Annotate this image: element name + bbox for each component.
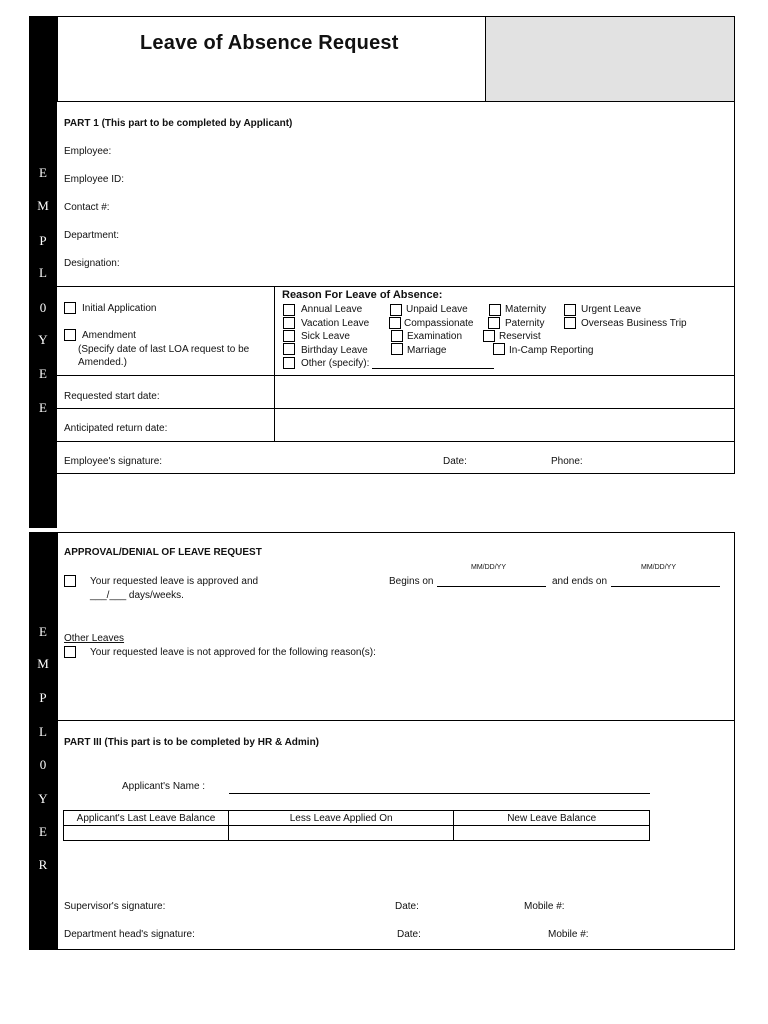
divider [57, 286, 735, 287]
designation-field-label: Designation: [64, 258, 120, 269]
side-letter: M [37, 656, 49, 671]
unpaid-leave-label: Unpaid Leave [406, 304, 468, 315]
employee-id-field-label: Employee ID: [64, 174, 125, 185]
side-letter: P [39, 690, 47, 705]
annual-leave-checkbox[interactable] [283, 304, 295, 316]
vacation-leave-checkbox[interactable] [283, 317, 295, 329]
annual-leave-label: Annual Leave [301, 304, 363, 315]
side-letter: M [37, 198, 49, 213]
dept-head-mobile-label: Mobile #: [548, 929, 589, 940]
employer-side-bar [29, 532, 57, 950]
initial-application-checkbox[interactable] [64, 302, 76, 314]
not-approved-label: Your requested leave is not approved for the following reason(s): [90, 647, 376, 658]
header-divider [485, 16, 486, 102]
start-date-field[interactable] [276, 377, 732, 407]
side-letter: P [39, 233, 47, 248]
urgent-leave-checkbox[interactable] [564, 304, 576, 316]
maternity-label: Maternity [505, 304, 547, 315]
reservist-label: Reservist [499, 331, 541, 342]
other-leave-label: Other (specify): [301, 358, 370, 369]
initial-application-label: Initial Application [82, 303, 157, 314]
not-approved-checkbox[interactable] [64, 646, 76, 658]
applicant-name-label: Applicant's Name : [122, 781, 206, 792]
start-date-label: Requested start date: [64, 391, 160, 402]
examination-checkbox[interactable] [391, 330, 403, 342]
maternity-checkbox[interactable] [489, 304, 501, 316]
side-letter: E [39, 624, 47, 639]
employee-signature-label: Employee's signature: [64, 456, 163, 467]
divider [57, 720, 735, 721]
side-letter: Y [38, 332, 48, 347]
approved-days-label: ___/___ days/weeks. [90, 590, 184, 601]
urgent-leave-label: Urgent Leave [581, 304, 642, 315]
other-specify-line[interactable] [372, 368, 494, 369]
ends-date-format: MM/DD/YY [641, 564, 676, 571]
marriage-checkbox[interactable] [391, 343, 403, 355]
birthday-leave-label: Birthday Leave [301, 345, 368, 356]
approved-checkbox[interactable] [64, 575, 76, 587]
side-letter: 0 [39, 300, 47, 315]
begins-date-format: MM/DD/YY [471, 564, 506, 571]
overseas-business-trip-checkbox[interactable] [564, 317, 576, 329]
leave-balance-table [63, 810, 650, 841]
side-letter: E [39, 366, 47, 381]
amendment-checkbox[interactable] [64, 329, 76, 341]
vacation-leave-label: Vacation Leave [301, 318, 370, 329]
last-leave-balance-header: Applicant's Last Leave Balance [64, 811, 229, 826]
header-gray-box [486, 17, 734, 101]
amendment-note: (Specify date of last LOA request to be [78, 344, 250, 355]
begins-on-label: Begins on [389, 576, 434, 587]
supervisor-signature-label: Supervisor's signature: [64, 901, 166, 912]
side-letter: E [39, 824, 47, 839]
sick-leave-checkbox[interactable] [283, 330, 295, 342]
employee-field-label: Employee: [64, 146, 112, 157]
dept-head-date-label: Date: [397, 929, 421, 940]
sick-leave-label: Sick Leave [301, 331, 350, 342]
department-field-label: Department: [64, 230, 120, 241]
side-letter: Y [38, 791, 48, 806]
divider [57, 441, 735, 442]
in-camp-reporting-label: In-Camp Reporting [509, 345, 594, 356]
applicant-name-line[interactable] [229, 793, 650, 794]
ends-on-label: and ends on [552, 576, 608, 587]
table-header-row [64, 811, 650, 826]
begins-on-line[interactable] [437, 586, 546, 587]
unpaid-leave-checkbox[interactable] [390, 304, 402, 316]
side-letter: L [39, 724, 47, 739]
amendment-label: Amendment [82, 330, 136, 341]
paternity-label: Paternity [505, 318, 545, 329]
less-leave-applied-header: Less Leave Applied On [229, 811, 454, 826]
return-date-field[interactable] [276, 410, 732, 440]
marriage-label: Marriage [407, 345, 447, 356]
compassionate-label: Compassionate [404, 318, 474, 329]
new-leave-balance-cell[interactable] [454, 826, 650, 841]
employee-phone-label: Phone: [551, 456, 583, 467]
side-letter: E [39, 165, 47, 180]
page-title: Leave of Absence Request [140, 32, 399, 54]
side-letter: R [38, 857, 48, 872]
ends-on-line[interactable] [611, 586, 720, 587]
reason-heading: Reason For Leave of Absence: [282, 289, 443, 301]
divider [57, 375, 735, 376]
approval-heading: APPROVAL/DENIAL OF LEAVE REQUEST [64, 547, 262, 558]
amendment-note: Amended.) [78, 357, 127, 368]
examination-label: Examination [407, 331, 463, 342]
overseas-business-trip-label: Overseas Business Trip [581, 318, 687, 329]
compassionate-checkbox[interactable] [389, 317, 401, 329]
divider [57, 473, 735, 474]
return-date-label: Anticipated return date: [64, 423, 168, 434]
birthday-leave-checkbox[interactable] [283, 343, 295, 355]
side-letter: E [39, 400, 47, 415]
less-leave-applied-cell[interactable] [229, 826, 454, 841]
new-leave-balance-header: New Leave Balance [454, 811, 650, 826]
supervisor-mobile-label: Mobile #: [524, 901, 565, 912]
in-camp-reporting-checkbox[interactable] [493, 343, 505, 355]
employee-date-label: Date: [443, 456, 467, 467]
last-leave-balance-cell[interactable] [64, 826, 229, 841]
contact-field-label: Contact #: [64, 202, 110, 213]
side-letter: L [39, 265, 47, 280]
part1-right-border [734, 102, 735, 474]
divider [57, 408, 735, 409]
other-leaves-label: Other Leaves [64, 633, 125, 644]
supervisor-date-label: Date: [395, 901, 419, 912]
part1-heading: PART 1 (This part to be completed by Applicant) [64, 118, 293, 129]
dept-head-signature-label: Department head's signature: [64, 929, 195, 940]
table-row [64, 826, 650, 841]
reservist-checkbox[interactable] [483, 330, 495, 342]
other-leave-checkbox[interactable] [283, 357, 295, 369]
side-letter: 0 [39, 757, 47, 772]
part3-heading: PART III (This part is to be completed by HR & Admin) [64, 737, 320, 748]
paternity-checkbox[interactable] [488, 317, 500, 329]
divider [274, 286, 275, 441]
approved-label: Your requested leave is approved and [90, 576, 259, 587]
